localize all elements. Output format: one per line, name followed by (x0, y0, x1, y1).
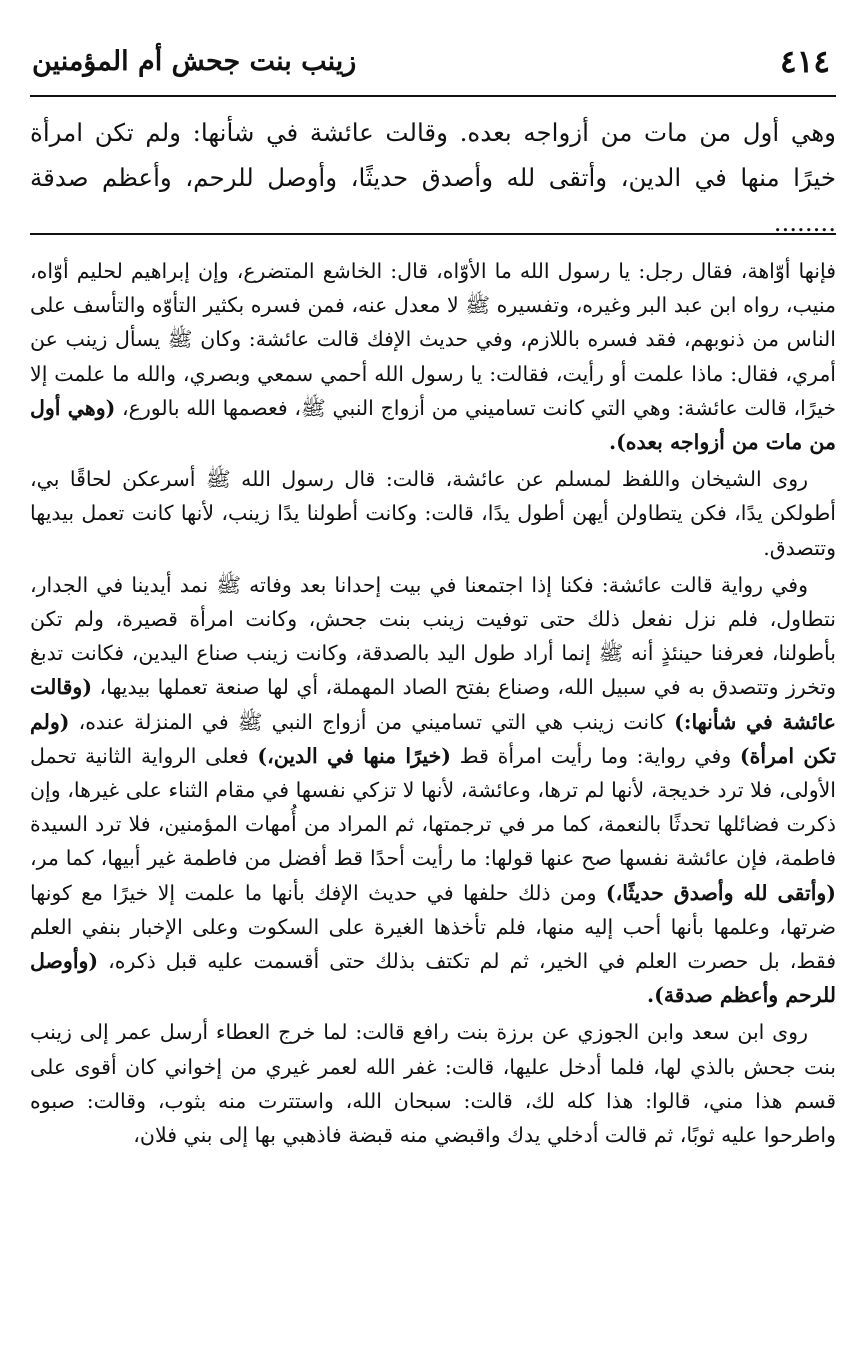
header-divider (30, 95, 836, 97)
commentary-paragraph-4 (30, 1015, 836, 1152)
page-number: ٤١٤ (780, 44, 830, 80)
commentary-text: فعلى الرواية الثانية تحمل الأولى، فلا ترد خديجة، لأنها لم ترها، وعائشة، لأنها لا تزكي نفسها في مقام الثناء على غيرها، وإن ذكرت فضائلها تحدثًا بالنعمة، كما مر في ترجمتها، ثم المراد من أُمهات المؤمنين، فلا ترد السيدة فاطمة، فإن عائشة نفسها صح عنها قولها: ما رأيت أحدًا قط أفضل من فاطمة غير أبيها، كما مر، (30, 743, 836, 871)
commentary-paragraph-1 (30, 254, 836, 459)
commentary-block (30, 254, 836, 1155)
commentary-text: فإنها أوّاهة، فقال رجل: يا رسول الله ما الأوّاه، قال: الخاشع المتضرع، وإن إبراهيم لحليم أوّاه، منيب، رواه ابن عبد البر وغيره، وتفسيره ﷺ لا معدل عنه، فمن فسره بكثير التأوّه والتأسف على الناس من ذنوبهم، فقد فسره باللازم، وفي حديث الإفك قالت عائشة: وكان ﷺ يسأل زينب عن أمري، فقال: ماذا علمت أو رأيت، فقالت: يا رسول الله أحمي سمعي وبصري، والله ما علمت إلا خيرًا، قالت عائشة: وهي التي كانت تساميني من أزواج النبي ﷺ، فعصمها الله بالورع، (30, 259, 836, 420)
main-text-paragraph: وهي أول من مات من أزواجه بعده. وقالت عائشة في شأنها: ولم تكن امرأة خيرًا منها في الدين، وأتقى لله وأصدق حديثًا، وأوصل للرحم، وأعظم صدقة ........ (30, 118, 836, 237)
commentary-text: كانت زينب هي التي تساميني من أزواج النبي ﷺ في المنزلة عنده، (69, 709, 675, 734)
main-text-divider (30, 233, 836, 235)
commentary-paragraph-3 (30, 568, 836, 1013)
commentary-paragraph-2 (30, 462, 836, 565)
main-text-block (30, 110, 836, 245)
running-title: زينب بنت جحش أم المؤمنين (32, 46, 357, 77)
quoted-matn: (وهي أول من مات من أزواجه بعده). (30, 395, 836, 455)
quoted-matn: (ولم تكن امرأة) (30, 709, 836, 768)
commentary-text: وفي رواية قالت عائشة: فكنا إذا اجتمعنا في بيت إحدانا بعد وفاته ﷺ نمد أيدينا في الجدار، نتطاول، فلم نزل نفعل ذلك حتى توفيت زينب بنت جحش، وكانت امرأة قصيرة، ولم تكن بأطولنا، فعرفنا حينئذٍ أنه ﷺ إنما أراد طول اليد بالصدقة، وكانت زينب صناع اليدين، فكانت تدبغ وتخرز وتتصدق به في سبيل الله، وصناع بفتح الصاد المهملة، أي لها صنعة تعملها بيديها، (30, 572, 836, 700)
commentary-text: روى الشيخان واللفظ لمسلم عن عائشة، قالت: قال رسول الله ﷺ أسرعكن لحاقًا بي، أطولكن يدًا، فكن يتطاولن أيهن أطول يدًا، قالت: وكانت أطولنا يدًا زينب، لأنها كانت تعمل بيديها وتتصدق. (30, 467, 836, 560)
page-header (30, 28, 836, 88)
commentary-text: روى ابن سعد وابن الجوزي عن برزة بنت رافع قالت: لما خرج العطاء أرسل عمر إلى زينب بنت جحش بالذي لها، فلما أدخل عليها، قالت: غفر الله لعمر غيري من إخواني كان أقوى على قسم هذا مني، قالوا: هذا كله لك، قالت: سبحان الله، واستترت منه بثوب، وقالت: صبوه واطرحوا عليه ثوبًا، ثم قالت أدخلي يدك واقبضي منه قبضة فاذهبي بها إلى بني فلان، (30, 1020, 836, 1148)
quoted-matn: (وأوصل للرحم وأعظم صدقة). (30, 949, 836, 1008)
commentary-text: وفي رواية: وما رأيت امرأة قط (450, 743, 740, 768)
quoted-matn: (خيرًا منها في الدين،) (257, 743, 451, 768)
quoted-matn: (وأتقى لله وأصدق حديثًا،) (605, 880, 836, 905)
commentary-text: ومن ذلك حلفها في حديث الإفك بأنها ما علمت إلا خيرًا مع كونها ضرتها، وعلمها بأنها أحب إليه منها، فلم تأخذها الغيرة على السكوت وعلى الإخبار بنفي العلم فقط، بل حصرت العلم في الخير، ثم لم تكتف بذلك حتى أقسمت عليه قبل ذكره، (30, 880, 836, 974)
quoted-matn: (وقالت عائشة في شأنها:) (30, 675, 837, 734)
